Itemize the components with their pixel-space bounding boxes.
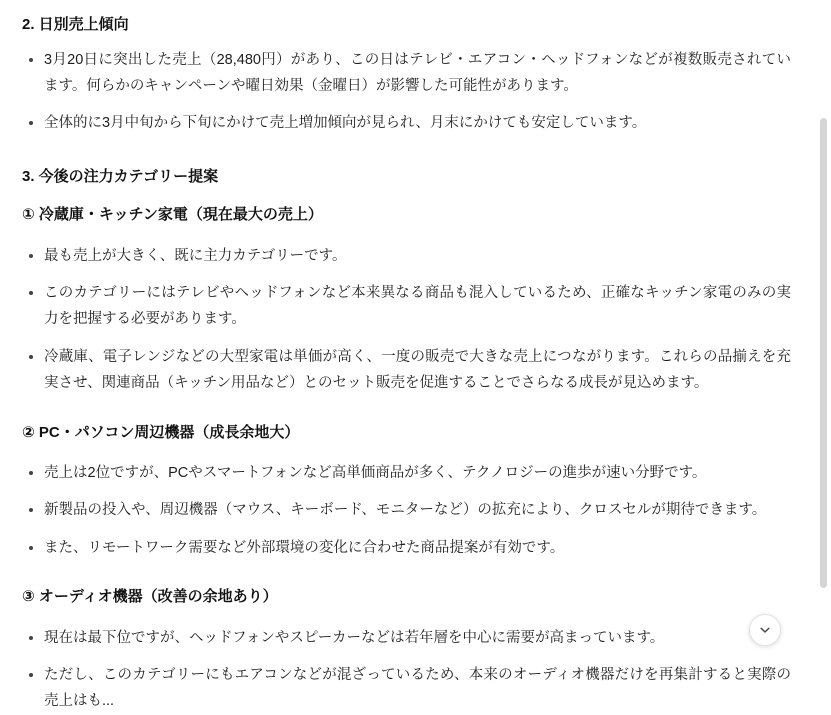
scrollbar-thumb[interactable] bbox=[820, 118, 827, 588]
section-heading-focus-category-proposal: 3. 今後の注力カテゴリー提案 bbox=[22, 167, 219, 185]
list-item: 最も売上が大きく、既に主力カテゴリーです。 bbox=[22, 243, 791, 269]
group-3-bullet-list bbox=[22, 625, 791, 715]
list-item: 全体的に3月中旬から下旬にかけて売上増加傾向が見られ、月末にかけても安定しています。 bbox=[22, 110, 791, 136]
spacer bbox=[22, 609, 791, 625]
list-item: また、リモートワーク需要など外部環境の変化に合わせた商品提案が有効です。 bbox=[22, 535, 791, 561]
group-1-bullet-list bbox=[22, 243, 791, 397]
scrollbar-track[interactable] bbox=[820, 0, 829, 664]
spacer bbox=[22, 37, 791, 47]
subheading-pc-peripherals: ② PC・パソコン周辺機器（成長余地大） bbox=[22, 423, 300, 441]
spacer bbox=[22, 572, 791, 586]
list-item: ただし、このカテゴリーにもエアコンなどが混ざっているため、本来のオーディオ機器だけを再集計すると実際の売上はも... bbox=[22, 662, 791, 715]
spacer bbox=[22, 148, 791, 166]
list-item: 冷蔵庫、電子レンジなどの大型家電は単価が高く、一度の販売で大きな売上につながります。これらの品揃えを充実させ、関連商品（キッチン用品など）とのセット販売を促進することでさらなる成長が見込めます。 bbox=[22, 344, 791, 397]
scroll-to-bottom-button[interactable] bbox=[749, 614, 781, 646]
section2-bullet-list bbox=[22, 47, 791, 137]
list-item: 売上は2位ですが、PCやスマートフォンなど高単価商品が多く、テクノロジーの進歩が速い分野です。 bbox=[22, 460, 791, 486]
subheading-refrigerator-kitchen-appliances: ① 冷蔵庫・キッチン家電（現在最大の売上） bbox=[22, 206, 323, 224]
spacer-top bbox=[22, 0, 791, 14]
subheading-audio-equipment: ③ オーディオ機器（改善の余地あり） bbox=[22, 588, 278, 606]
list-item: 3月20日に突出した売上（28,480円）があり、この日はテレビ・エアコン・ヘッドフォンなどが複数販売されています。何らかのキャンペーンや曜日効果（金曜日）が影響した可能性があります。 bbox=[22, 47, 791, 100]
list-item: このカテゴリーにはテレビやヘッドフォンなど本来異なる商品も混入しているため、正確なキッチン家電のみの実力を把握する必要があります。 bbox=[22, 280, 791, 333]
spacer bbox=[22, 408, 791, 422]
group-2-bullet-list bbox=[22, 460, 791, 561]
chevron-down-icon bbox=[758, 623, 772, 637]
list-item: 新製品の投入や、周辺機器（マウス、キーボード、モニターなど）の拡充により、クロスセルが期待できます。 bbox=[22, 497, 791, 523]
spacer bbox=[22, 444, 791, 460]
spacer bbox=[22, 227, 791, 243]
spacer bbox=[22, 188, 791, 204]
section-heading-daily-sales-trend: 2. 日別売上傾向 bbox=[22, 16, 129, 33]
list-item: 現在は最下位ですが、ヘッドフォンやスピーカーなどは若年層を中心に需要が高まっています。 bbox=[22, 625, 791, 651]
